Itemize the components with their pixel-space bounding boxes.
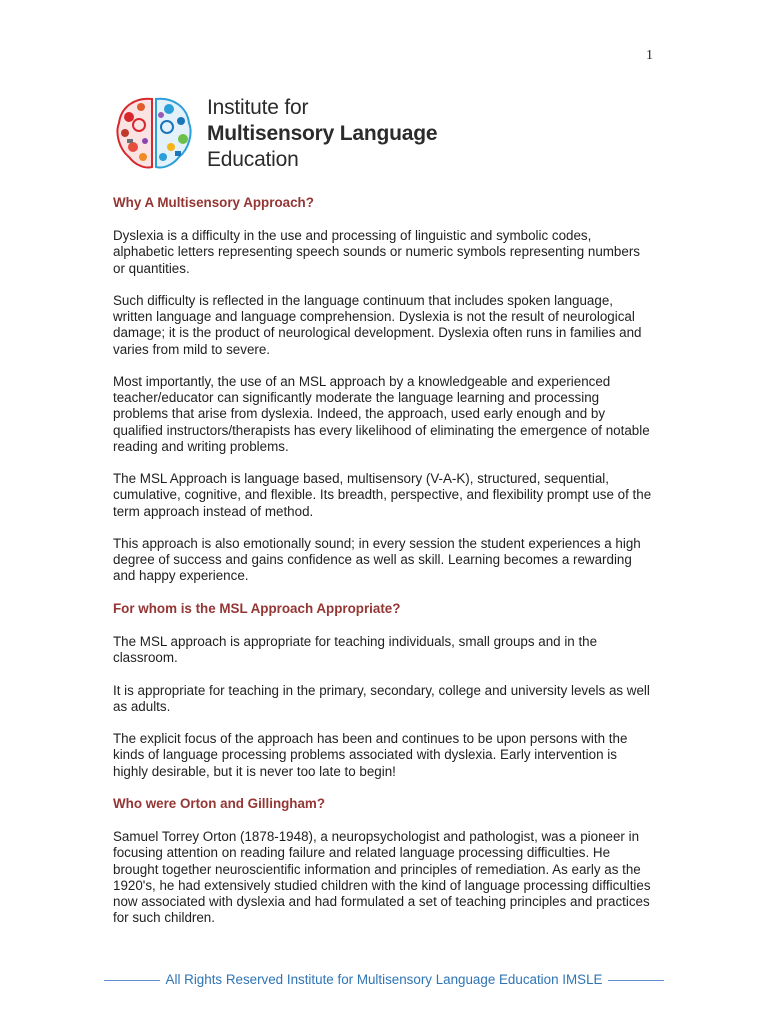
- footer-rule-right: [608, 980, 664, 981]
- section-heading: For whom is the MSL Approach Appropriate?: [113, 600, 401, 616]
- paragraph: The explicit focus of the approach has been and continues to be upon persons with the kinds of language processing problems associated with dyslexia. Early intervention is highly desirable, but it is never too late to begin!: [113, 731, 628, 779]
- paragraph: Such difficulty is reflected in the language continuum that includes spoken language, written language and language comprehension. Dyslexia is not the result of neurological damage; it is the product of neurological development. Dyslexia often runs in families and varies from mild to severe.: [113, 293, 642, 357]
- paragraph: The MSL approach is appropriate for teaching individuals, small groups and in the classroom.: [113, 634, 598, 666]
- paragraph: Samuel Torrey Orton (1878-1948), a neuropsychologist and pathologist, was a pioneer in focusing attention on reading failure and related language processing difficulties. He brought together neuroscientific information and principles of remediation. As early as the 1920's, he had extensively studied children with the kind of language processing difficulties now associated with dyslexia and had formulated a set of teaching principles and practices for such children.: [113, 829, 651, 926]
- logo-line-1: Institute for: [207, 96, 309, 119]
- document-body: [113, 195, 653, 943]
- section-heading: Who were Orton and Gillingham?: [113, 795, 326, 811]
- brain-icon: [113, 93, 195, 175]
- logo-line-3: Education: [207, 148, 299, 171]
- footer-rule-left: [104, 980, 160, 981]
- logo: [113, 93, 437, 175]
- paragraph: This approach is also emotionally sound; in every session the student experiences a high degree of success and gains confidence as well as skill. Learning becomes a rewarding and happy experience.: [113, 536, 641, 584]
- paragraph: It is appropriate for teaching in the primary, secondary, college and university levels as well as adults.: [113, 682, 650, 714]
- footer: [104, 972, 664, 987]
- paragraph: The MSL Approach is language based, multisensory (V-A-K), structured, sequential, cumulative, cognitive, and flexible. Its breadth, perspective, and flexibility prompt use of the term approach instead of method.: [113, 471, 652, 519]
- logo-line-2: Multisensory Language: [207, 122, 438, 145]
- paragraph: Most importantly, the use of an MSL approach by a knowledgeable and experienced teacher/educator can significantly moderate the language learning and processing problems that arise from dyslexia. Indeed, the approach, used early enough and by qualified instructors/therapists has every likelihood of eliminating the emergence of notable reading and writing problems.: [113, 374, 650, 454]
- page-number: 1: [646, 48, 653, 63]
- paragraph: Dyslexia is a difficulty in the use and processing of linguistic and symbolic codes, alphabetic letters representing speech sounds or numeric symbols representing numbers or quantities.: [113, 228, 640, 276]
- footer-text: All Rights Reserved Institute for Multisensory Language Education IMSLE: [165, 972, 603, 987]
- section-heading: Why A Multisensory Approach?: [113, 195, 314, 210]
